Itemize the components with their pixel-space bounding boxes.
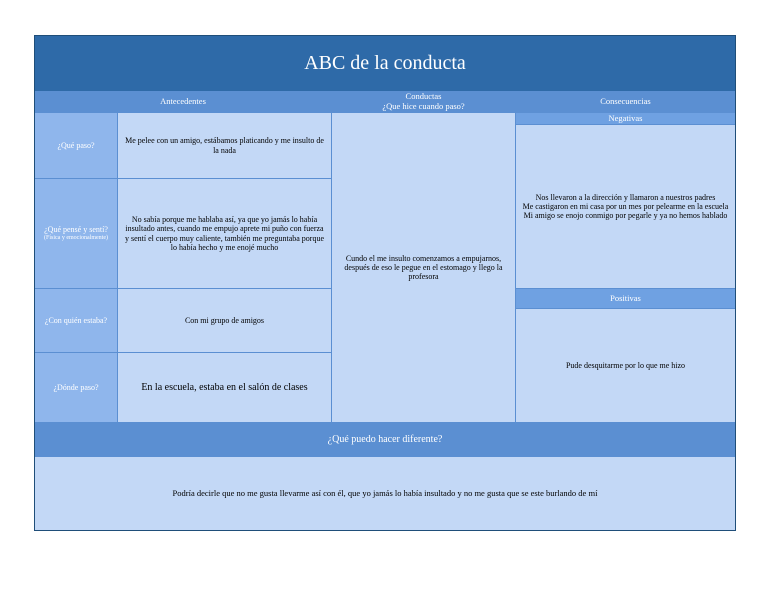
question-que-pense-note: (Física y emocionalmente) (44, 234, 108, 241)
header-conductas (332, 91, 515, 112)
subheader-positivas-label: Positivas (610, 292, 641, 303)
answer-diferente-text: Podría decirle que no me gusta llevarme así con él, que yo jamás lo había insultado y no me gusta que se este burlando de mí (172, 487, 598, 498)
answer-con-quien (118, 289, 331, 352)
question-diferente-label: ¿Qué puedo hacer diferente? (327, 433, 443, 445)
answer-donde (118, 353, 331, 422)
question-que-pense-label: ¿Qué pensé y sentí? (44, 225, 108, 235)
subheader-negativas-label: Negativas (608, 112, 643, 123)
answer-positivas (516, 309, 735, 422)
header-antecedentes (35, 91, 331, 112)
header-conductas-question: ¿Que hice cuando paso? (382, 100, 465, 111)
answer-que-paso (118, 113, 331, 178)
answer-diferente (35, 457, 735, 530)
header-consecuencias (516, 91, 735, 112)
header-antecedentes-label: Antecedentes (160, 95, 206, 106)
answer-que-paso-text: Me pelee con un amigo, estábamos platicando y me insulto de la nada (125, 136, 324, 155)
answer-negativas-text: Nos llevaron a la dirección y llamaron a nuestros padres Me castigaron en mi casa por un mes por pelearme en la escuela Mi amigo se enojo conmigo por pegarle y ya no hemos hablado (522, 192, 729, 221)
question-con-quien-label: ¿Con quién estaba? (44, 315, 108, 325)
subheader-positivas (516, 289, 735, 308)
abc-worksheet (34, 35, 736, 531)
subheader-negativas (516, 113, 735, 124)
header-conductas-label: Conductas (405, 90, 442, 101)
answer-con-quien-text: Con mi grupo de amigos (184, 315, 265, 325)
header-consecuencias-label: Consecuencias (600, 95, 651, 106)
answer-que-pense-text: No sabía porque me hablaba así, ya que yo jamás lo había insultado antes, cuando me empujo aprete mi puño con fuerza y sentí el cuerpo muy caliente, también me preguntaba porque lo había hecho y me enojé mucho (124, 215, 325, 252)
question-con-quien (35, 289, 117, 352)
answer-positivas-text: Pude desquitarme por lo que me hizo (565, 360, 686, 370)
question-que-paso-label: ¿Qué paso? (57, 140, 95, 150)
answer-negativas (516, 125, 735, 288)
answer-conducta (332, 113, 515, 422)
answer-que-pense (118, 179, 331, 288)
answer-donde-text: En la escuela, estaba en el salón de clases (141, 381, 308, 393)
worksheet-title: ABC de la conducta (35, 36, 735, 91)
question-diferente (35, 423, 735, 456)
question-que-paso (35, 113, 117, 178)
answer-conducta-text: Cundo el me insulto comenzamos a empujarnos, después de eso le pegue en el estomago y llego la profesora (344, 253, 503, 282)
question-donde-label: ¿Dónde paso? (53, 382, 99, 392)
question-que-pense (35, 179, 117, 288)
question-donde (35, 353, 117, 422)
